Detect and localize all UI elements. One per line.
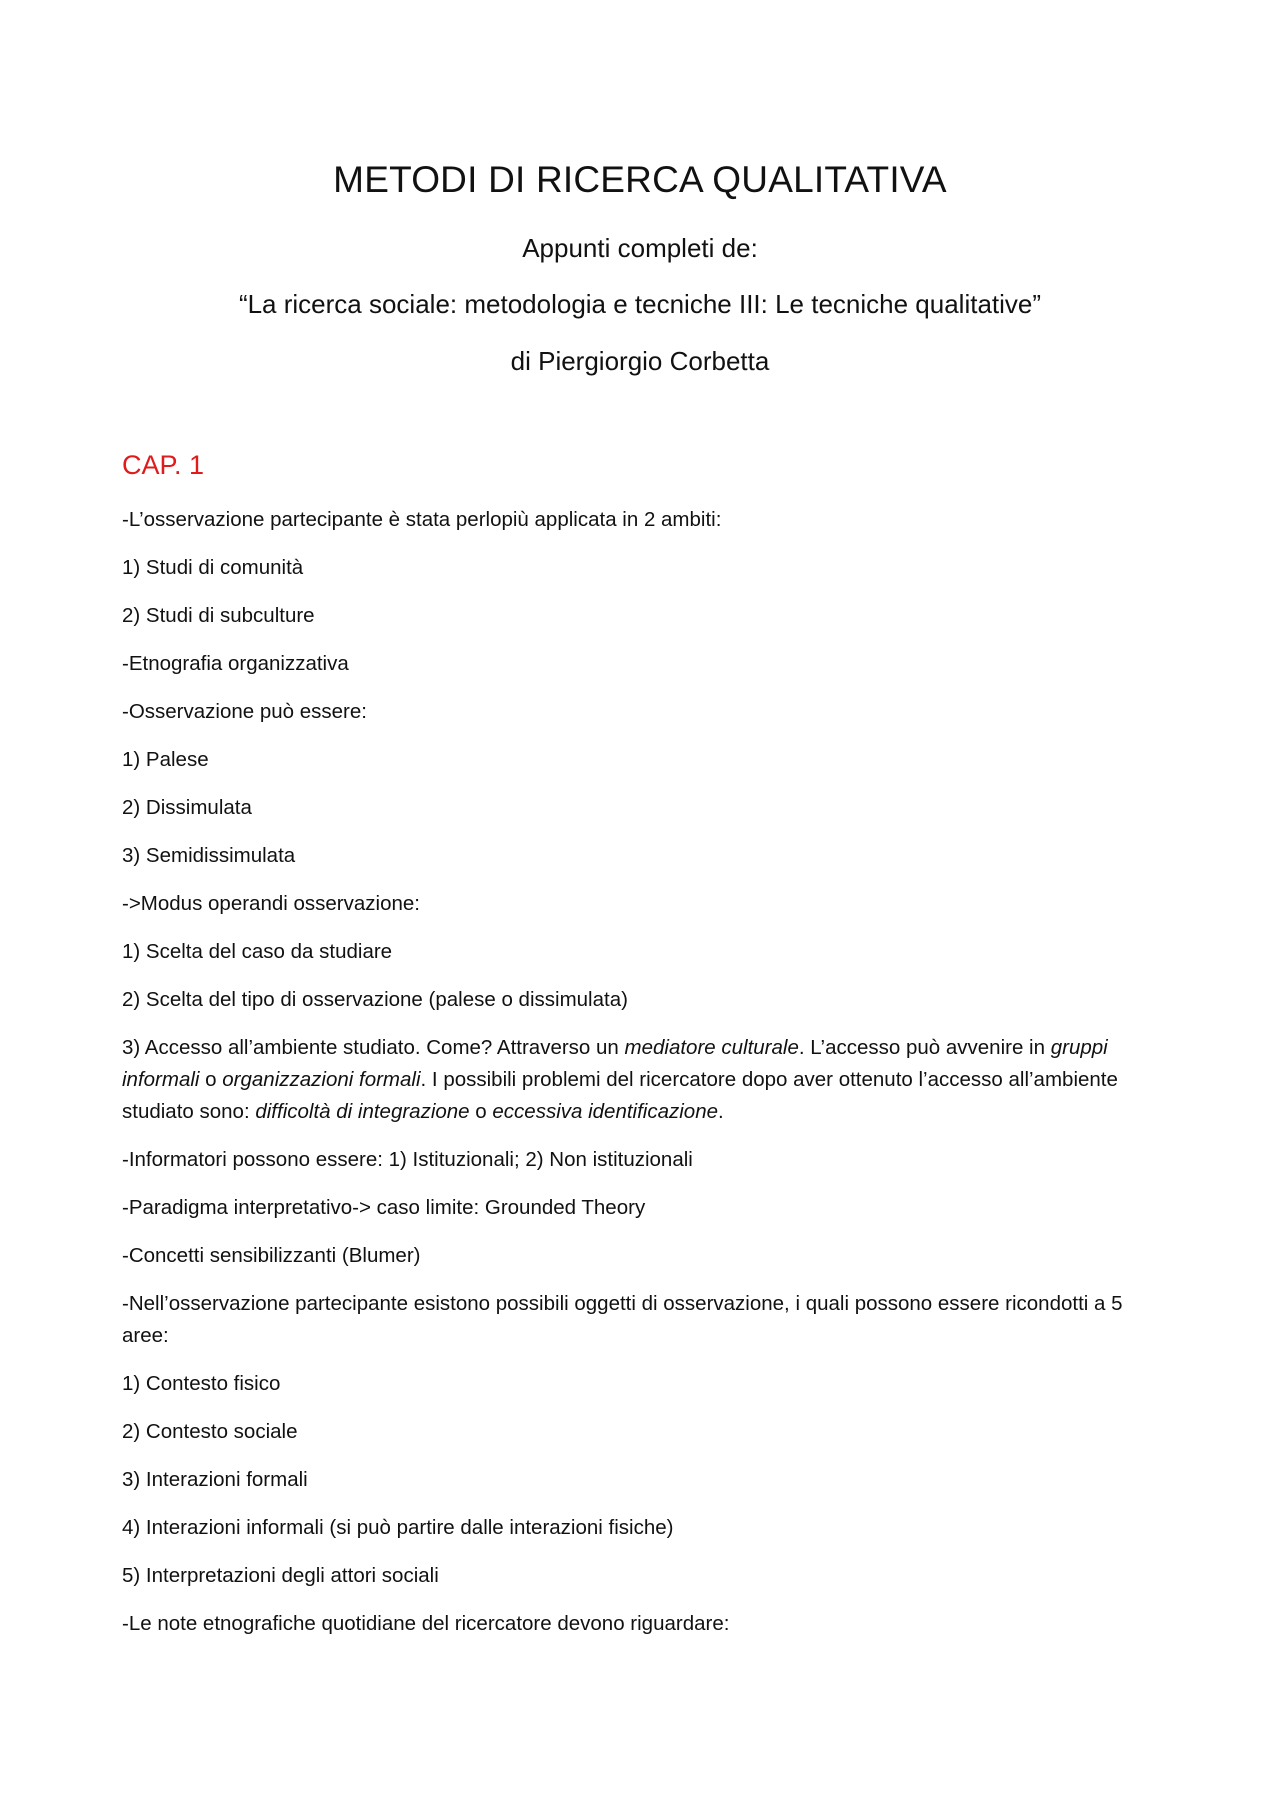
list-item: 3) Semidissimulata (122, 844, 296, 867)
paragraph: -Concetti sensibilizzanti (Blumer) (122, 1244, 421, 1267)
emphasis-text: organizzazioni formali (222, 1068, 421, 1091)
list-item: 4) Interazioni informali (si può partire dalle interazioni fisiche) (122, 1516, 674, 1539)
paragraph: ->Modus operandi osservazione: (122, 892, 420, 915)
list-item: 2) Contesto sociale (122, 1420, 298, 1443)
text-run: o (199, 1068, 223, 1091)
paragraph: -Le note etnografiche quotidiane del ricercatore devono riguardare: (122, 1612, 730, 1635)
list-item: 2) Studi di subculture (122, 604, 315, 627)
paragraph: -Etnografia organizzativa (122, 652, 349, 675)
text-run: . (718, 1100, 724, 1123)
list-item: 3) Interazioni formali (122, 1468, 308, 1491)
document-subtitle-author: di Piergiorgio Corbetta (510, 346, 770, 376)
list-item: 1) Contesto fisico (122, 1372, 281, 1395)
emphasis-text: mediatore culturale (624, 1036, 799, 1059)
paragraph: -Nell’osservazione partecipante esistono possibili oggetti di osservazione, i quali possono essere ricondotti a 5 aree: (122, 1292, 1123, 1347)
document-body (122, 504, 1152, 1656)
chapter-heading: CAP. 1 (122, 450, 205, 480)
document-subtitle-book: “La ricerca sociale: metodologia e tecniche III: Le tecniche qualitative” (238, 289, 1042, 319)
paragraph: -Osservazione può essere: (122, 700, 367, 723)
text-run: 3) Accesso all’ambiente studiato. Come? Attraverso un (122, 1036, 625, 1059)
document-title: METODI DI RICERCA QUALITATIVA (333, 159, 947, 200)
list-item-access (122, 1032, 1152, 1128)
emphasis-text: difficoltà di integrazione (255, 1100, 470, 1123)
document-subtitle-notes: Appunti completi de: (522, 233, 758, 263)
list-item: 1) Scelta del caso da studiare (122, 940, 393, 963)
list-item: 2) Scelta del tipo di osservazione (palese o dissimulata) (122, 988, 628, 1011)
list-item: 1) Palese (122, 748, 209, 771)
list-item: 2) Dissimulata (122, 796, 252, 819)
list-item: 1) Studi di comunità (122, 556, 304, 579)
list-item: 5) Interpretazioni degli attori sociali (122, 1564, 439, 1587)
emphasis-text: gruppi informali (122, 1036, 1108, 1091)
text-run: o (469, 1100, 493, 1123)
text-run: . I possibili problemi del ricercatore dopo aver ottenuto l’accesso all’ambiente studiato sono: (122, 1068, 1118, 1123)
text-run: . L’accesso può avvenire in (798, 1036, 1051, 1059)
paragraph: -Paradigma interpretativo-> caso limite: Grounded Theory (122, 1196, 646, 1219)
paragraph: -Informatori possono essere: 1) Istituzionali; 2) Non istituzionali (122, 1148, 693, 1171)
emphasis-text: eccessiva identificazione (492, 1100, 719, 1123)
paragraph: -L’osservazione partecipante è stata perlopiù applicata in 2 ambiti: (122, 508, 722, 531)
